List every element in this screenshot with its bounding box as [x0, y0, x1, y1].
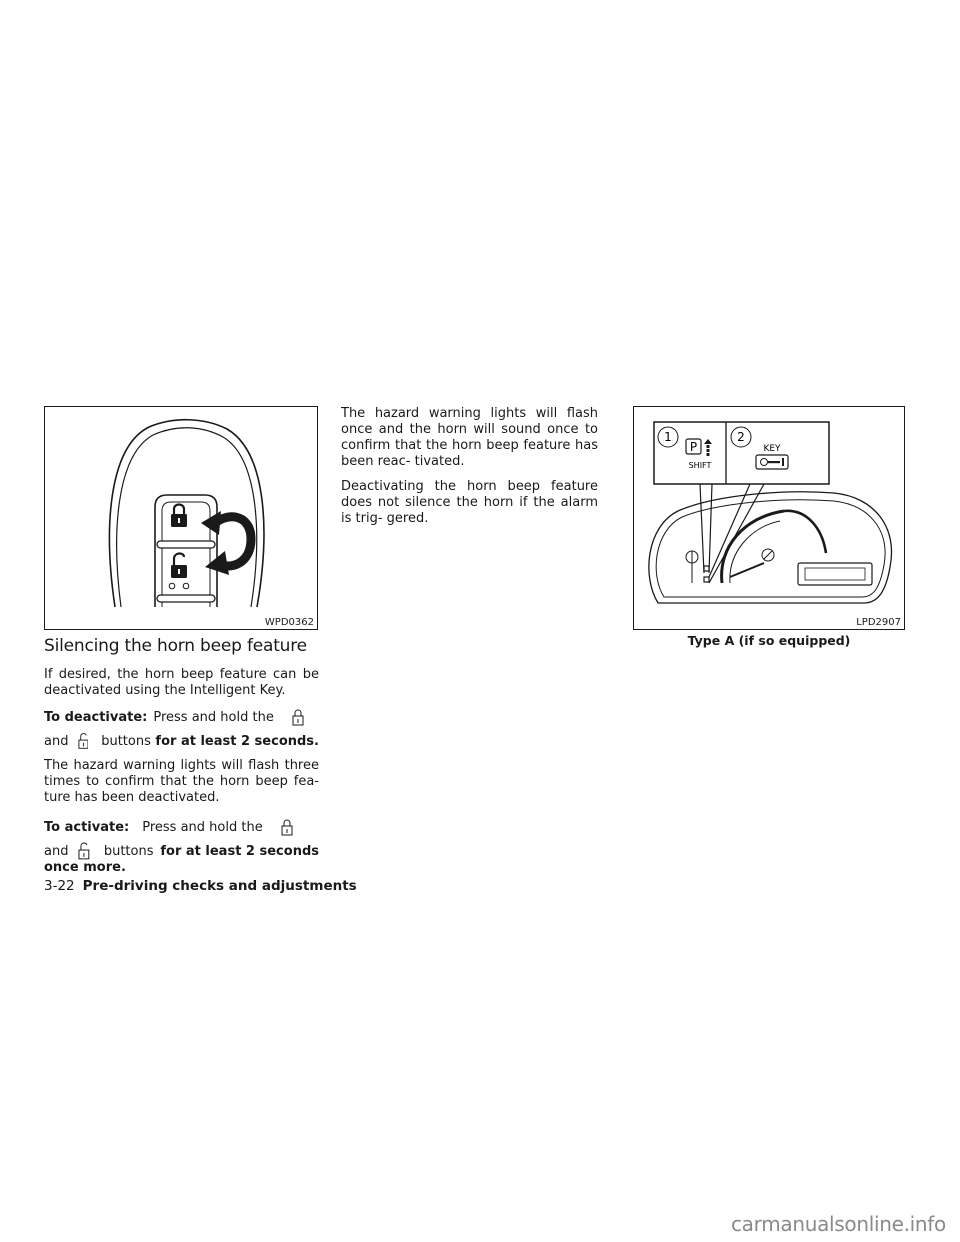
unlock-icon: [78, 842, 90, 860]
activate-line-3: [44, 860, 319, 876]
middle-column: [341, 406, 598, 536]
lock-icon: [281, 818, 293, 836]
key-icon: [756, 455, 788, 469]
activate-text: Press and hold the: [142, 820, 263, 835]
activate-duration: for at least 2 seconds: [160, 844, 319, 859]
and-text: and: [44, 734, 69, 749]
footer-section-title: Pre-driving checks and adjustments: [82, 878, 357, 894]
deactivate-text: Press and hold the: [153, 710, 274, 725]
buttons-text: buttons: [101, 734, 151, 749]
meter-cluster-illustration: [634, 407, 904, 629]
indicator-p-label: P: [689, 440, 698, 454]
activate-once-more: once more.: [44, 860, 126, 875]
intro-paragraph: If desired, the horn beep feature can be deactivated using the Intelligent Key.: [44, 667, 319, 698]
page-number: 3-22: [44, 878, 75, 894]
deactivate-result: The hazard warning lights will flash three times to confirm that the horn beep fea- ture has been deactivated.: [44, 758, 319, 805]
deactivate-label: To deactivate:: [44, 710, 148, 725]
section-heading: Silencing the horn beep feature: [44, 636, 307, 656]
indicator-shift-label: SHIFT: [688, 461, 712, 470]
activate-label: To activate:: [44, 820, 130, 835]
callout-2-label: 2: [737, 430, 745, 444]
activate-line-1: [44, 818, 319, 836]
watermark: carmanualsonline.info: [730, 1212, 946, 1236]
page-footer: [44, 878, 357, 894]
figure-caption: Type A (if so equipped): [687, 633, 851, 648]
figure-code-right: LPD2907: [856, 617, 901, 628]
figure-code-left: WPD0362: [264, 617, 314, 628]
deactivate-line-2: [44, 732, 319, 750]
activate-and-text: and: [44, 844, 69, 859]
activate-buttons-text: buttons: [103, 844, 154, 859]
intelligent-key-illustration: [45, 407, 317, 629]
lock-icon: [292, 708, 304, 726]
deactivate-line-1: [44, 708, 319, 726]
alarm-note-paragraph: Deactivating the horn beep feature does not silence the horn if the alarm is trig- gered.: [341, 479, 598, 526]
left-column: [44, 636, 319, 876]
activate-line-2: [44, 842, 319, 860]
button-panel: [155, 495, 217, 607]
callout-1-label: 1: [664, 430, 672, 444]
reactivated-paragraph: The hazard warning lights will flash once and the horn will sound once to confirm that the horn beep feature has been reac- tivated.: [341, 406, 598, 469]
meter-cluster-figure: [633, 406, 905, 630]
indicator-key-label: KEY: [763, 444, 781, 454]
cluster-outline: [649, 492, 892, 603]
intelligent-key-figure: [44, 406, 318, 630]
unlock-icon: [78, 732, 89, 750]
deactivate-duration: for at least 2 seconds.: [155, 734, 319, 749]
